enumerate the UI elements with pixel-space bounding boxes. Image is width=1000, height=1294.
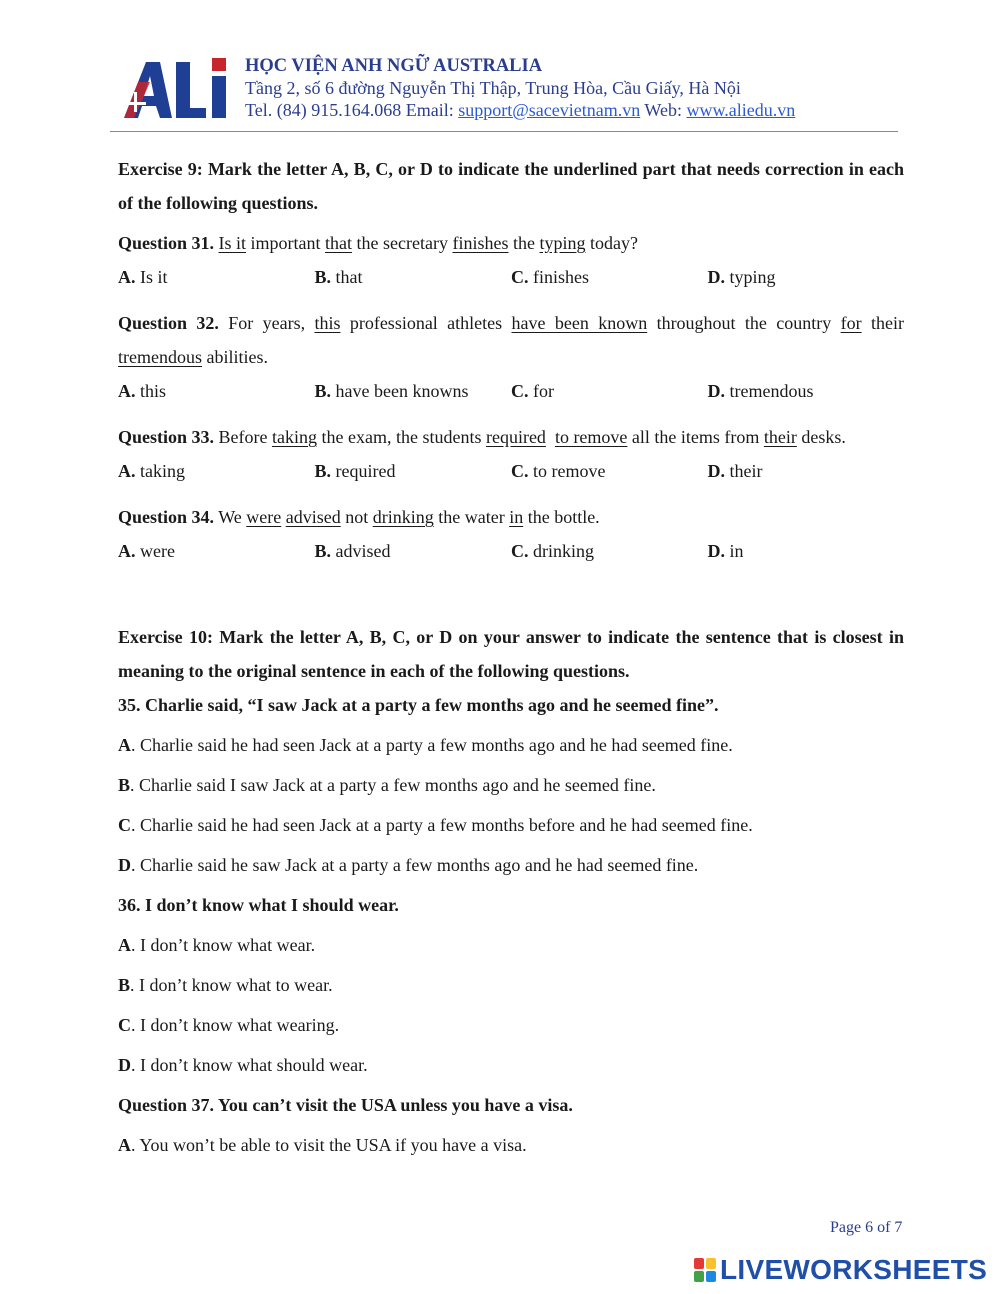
option-a[interactable]: A. this <box>118 381 167 401</box>
question-number: Question 31. <box>118 233 215 253</box>
q-text: not <box>340 507 373 527</box>
option-c[interactable]: C. for <box>511 381 554 401</box>
q-text: all the items from <box>627 427 764 447</box>
question-number: Question 34. <box>118 507 215 527</box>
underlined-part-c: drinking <box>372 507 434 527</box>
answer-options <box>118 380 904 402</box>
option-c[interactable]: C. drinking <box>511 541 594 561</box>
liveworksheets-brand[interactable] <box>694 1254 987 1286</box>
option-a[interactable]: A. Is it <box>118 267 168 287</box>
option-a[interactable]: A. were <box>118 541 175 561</box>
q-text: the secretary <box>352 233 453 253</box>
option-a[interactable]: A. I don’t know what wear. <box>118 935 316 955</box>
answer-options <box>118 266 904 288</box>
underlined-part-b: that <box>325 233 353 253</box>
answer-options <box>118 540 904 562</box>
q-text: We <box>214 507 247 527</box>
option-b[interactable]: B. have been knowns <box>314 381 469 401</box>
underlined-part-c: finishes <box>452 233 509 253</box>
option-d[interactable]: D. their <box>707 461 763 481</box>
letterhead <box>110 48 898 132</box>
underlined-part-b: advised <box>285 507 341 527</box>
option-b[interactable]: B. I don’t know what to wear. <box>118 975 333 995</box>
brand-name: LIVEWORKSHEETS <box>720 1254 988 1285</box>
question-number: Question 33. <box>118 427 215 447</box>
contact-line <box>245 99 795 121</box>
option-d[interactable]: D. Charlie said he saw Jack at a party a few months ago and he had seemed fine. <box>118 855 699 875</box>
underlined-part-d: their <box>763 427 797 447</box>
q-text: important <box>246 233 326 253</box>
underlined-part-d: typing <box>539 233 586 253</box>
q-text: the bottle. <box>523 507 600 527</box>
option-b[interactable]: B. advised <box>314 541 391 561</box>
address: Tầng 2, số 6 đường Nguyễn Thị Thập, Trung Hòa, Cầu Giấy, Hà Nội <box>245 78 741 98</box>
option-d[interactable]: D. in <box>707 541 744 561</box>
option-d[interactable]: D. typing <box>707 267 776 287</box>
spacer <box>118 580 904 620</box>
q-text: abilities. <box>201 347 268 367</box>
option-c[interactable]: C. Charlie said he had seen Jack at a party a few months before and he had seemed fine. <box>118 815 753 835</box>
email-link[interactable]: support@sacevietnam.vn <box>458 100 641 120</box>
exercise-10-instruction: Exercise 10: Mark the letter A, B, C, or D on your answer to indicate the sentence that is closest in meaning to the original sentence in each of the following questions. <box>118 627 904 681</box>
option-b[interactable]: B. that <box>314 267 363 287</box>
q-text <box>546 427 555 447</box>
underlined-part-a: were <box>246 507 282 527</box>
underlined-part-a: this <box>314 313 341 333</box>
option-c[interactable]: C. finishes <box>511 267 589 287</box>
q-text: their <box>861 313 904 333</box>
question-36-stem: 36. I don’t know what I should wear. <box>118 895 399 915</box>
question-32 <box>118 306 904 374</box>
question-33 <box>118 420 904 454</box>
underlined-part-b: have been known <box>511 313 648 333</box>
option-c[interactable]: C. to remove <box>511 461 606 481</box>
question-35-stem: 35. Charlie said, “I saw Jack at a party a few months ago and he seemed fine”. <box>118 695 719 715</box>
underlined-part-d: tremendous <box>118 347 202 367</box>
question-31 <box>118 226 904 260</box>
question-number: Question 32. <box>118 313 219 333</box>
answer-options <box>118 460 904 482</box>
option-d[interactable]: D. I don’t know what should wear. <box>118 1055 368 1075</box>
worksheet-body <box>118 152 904 1174</box>
option-a[interactable]: A. taking <box>118 461 185 481</box>
option-b[interactable]: B. required <box>314 461 396 481</box>
web-link[interactable]: www.aliedu.vn <box>686 100 796 120</box>
option-a[interactable]: A. You won’t be able to visit the USA if you have a visa. <box>118 1135 527 1155</box>
letterhead-text <box>245 55 795 121</box>
q-text: the <box>508 233 540 253</box>
exercise-9-instruction: Exercise 9: Mark the letter A, B, C, or D to indicate the underlined part that needs correction in each of the following questions. <box>118 159 904 213</box>
underlined-part-a: taking <box>272 427 317 447</box>
option-a[interactable]: A. Charlie said he had seen Jack at a party a few months ago and he had seemed fine. <box>118 735 733 755</box>
q-text: professional athletes <box>340 313 512 333</box>
underlined-part-d: in <box>509 507 524 527</box>
q-text: today? <box>585 233 638 253</box>
q-text: the exam, the students <box>317 427 486 447</box>
option-d[interactable]: D. tremendous <box>707 381 814 401</box>
question-37-stem: Question 37. You can’t visit the USA unless you have a visa. <box>118 1095 573 1115</box>
q-text: Before <box>214 427 272 447</box>
web-label: Web: <box>640 100 687 120</box>
q-text: desks. <box>796 427 846 447</box>
underlined-part-c: to remove <box>554 427 628 447</box>
q-text: throughout the country <box>647 313 841 333</box>
page-number: Page 6 of 7 <box>830 1219 903 1236</box>
option-b[interactable]: B. Charlie said I saw Jack at a party a few months ago and he seemed fine. <box>118 775 656 795</box>
liveworksheets-logo-icon <box>694 1258 716 1282</box>
q-text: the water <box>433 507 510 527</box>
logo-text: ALi <box>120 52 122 53</box>
underlined-part-b: required <box>485 427 546 447</box>
underlined-part-c: for <box>840 313 862 333</box>
underlined-part-a: Is it <box>218 233 247 253</box>
ali-logo <box>120 52 230 124</box>
institute-name: HỌC VIỆN ANH NGỮ AUSTRALIA <box>245 56 543 76</box>
question-34 <box>118 500 904 534</box>
q-text: For years, <box>218 313 315 333</box>
option-c[interactable]: C. I don’t know what wearing. <box>118 1015 340 1035</box>
tel-label: Tel. (84) 915.164.068 Email: <box>245 100 459 120</box>
